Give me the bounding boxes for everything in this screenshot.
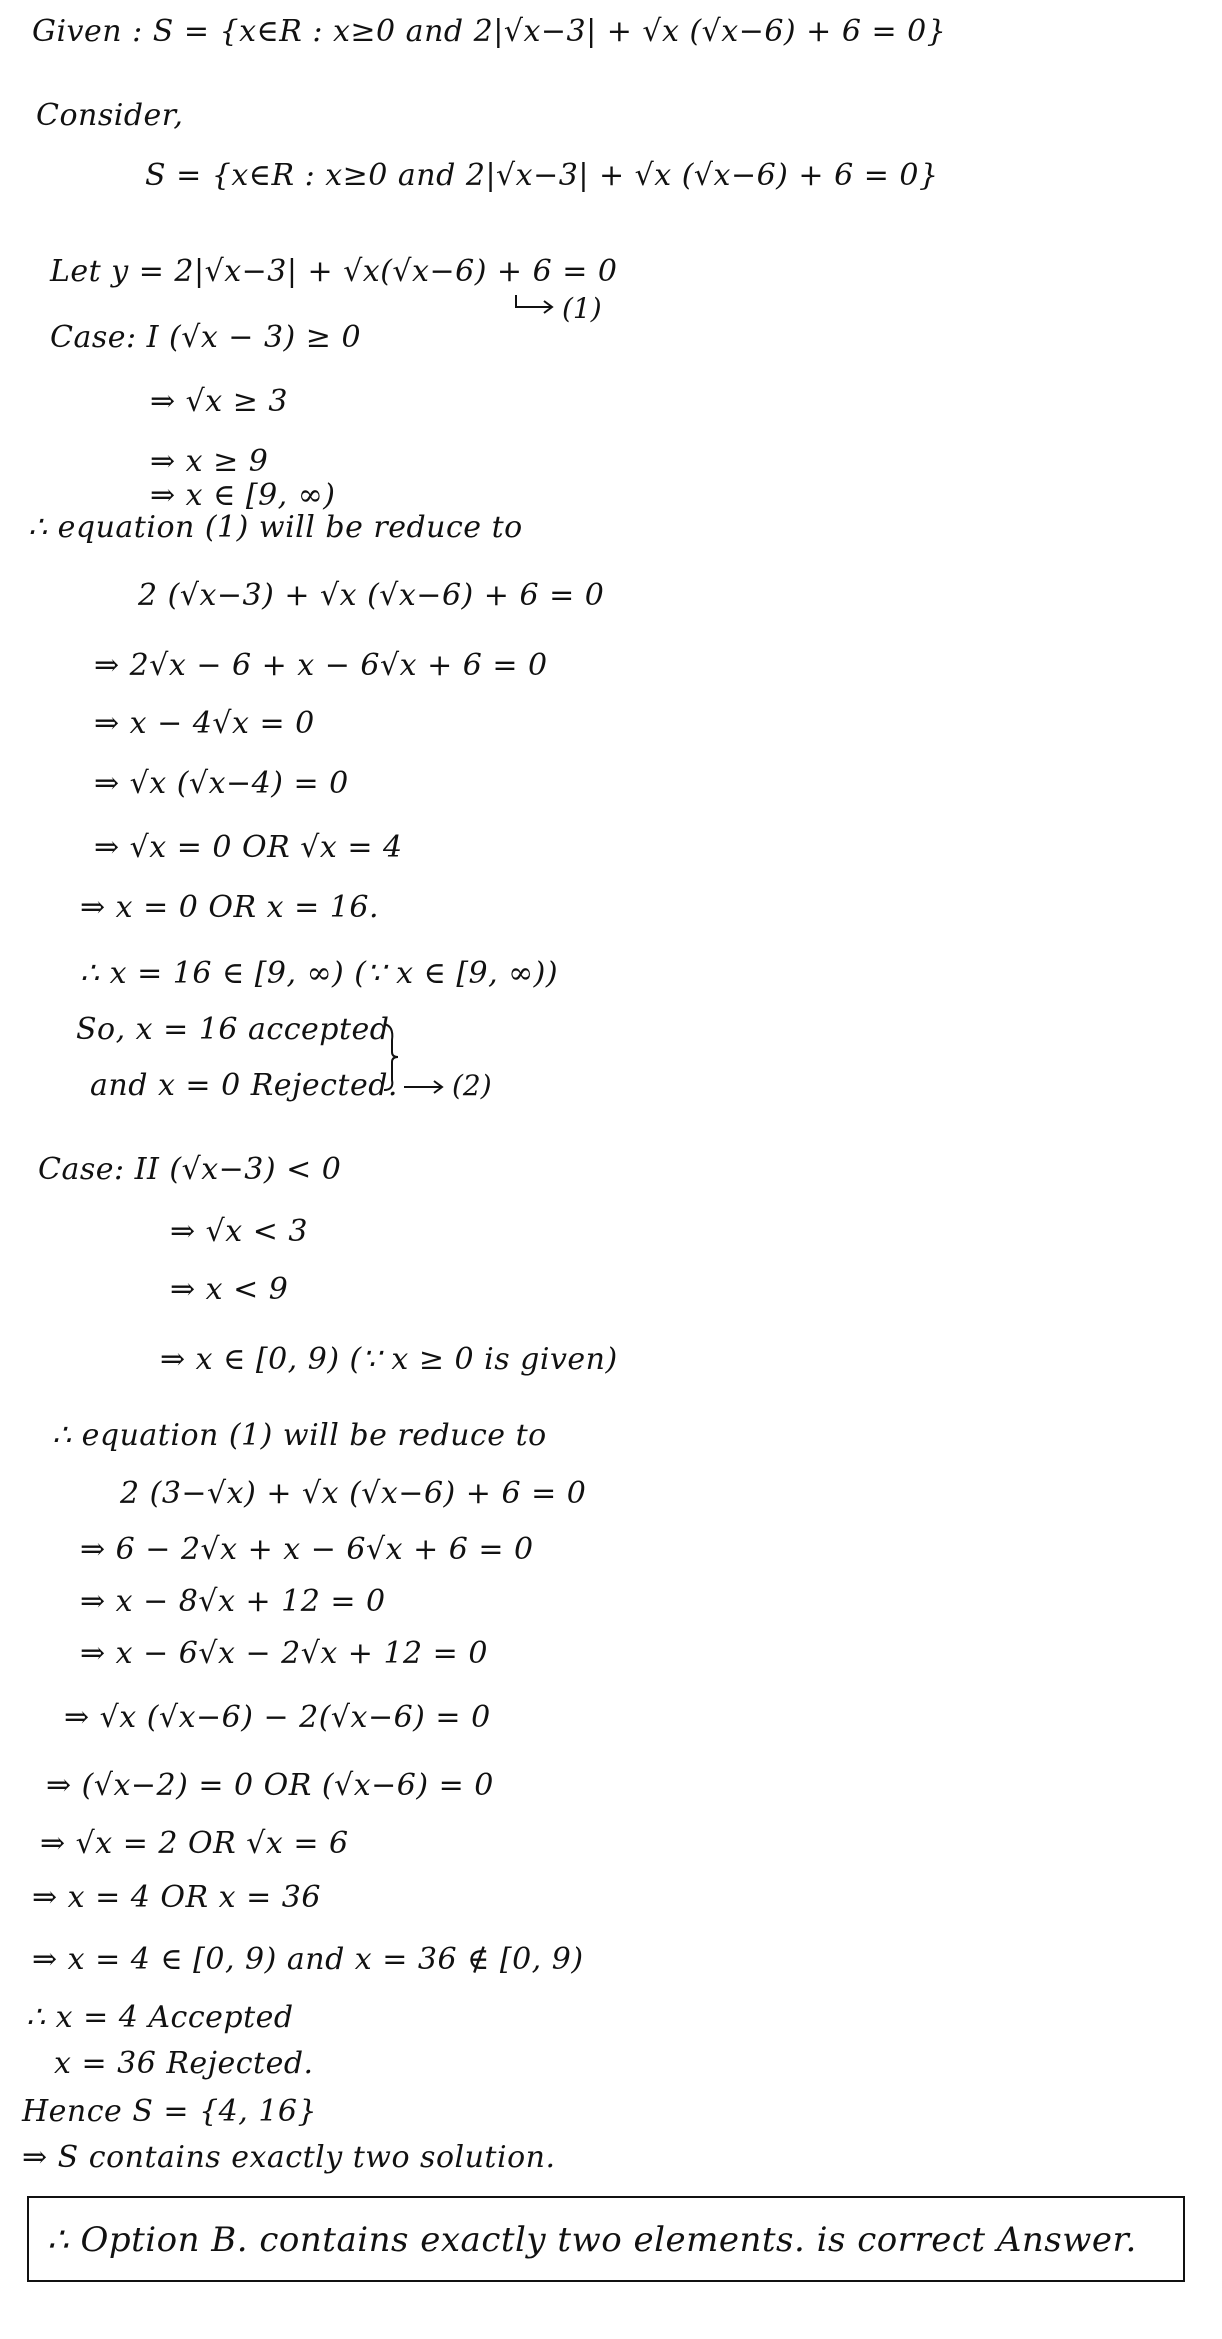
case-1-step-5: ⇒ x − 4√x = 0 <box>94 706 315 741</box>
case-1-step-2: ⇒ x ≥ 9 <box>150 444 269 479</box>
let-equation: Let y = 2|√x−3| + √x(√x−6) + 6 = 0 <box>50 254 618 289</box>
case-2-equation: 2 (3−√x) + √x (√x−6) + 6 = 0 <box>120 1476 587 1511</box>
case-2-step-6: ⇒ x − 6√x − 2√x + 12 = 0 <box>80 1636 488 1671</box>
case-2-step-1: ⇒ √x < 3 <box>170 1214 309 1249</box>
case-2-step-2: ⇒ x < 9 <box>170 1272 289 1307</box>
case-2-step-4: ⇒ 6 − 2√x + x − 6√x + 6 = 0 <box>80 1532 534 1567</box>
final-statement: ⇒ S contains exactly two solution. <box>22 2140 556 2175</box>
case-1-heading: Case: I (√x − 3) ≥ 0 <box>50 320 362 355</box>
case-1-step-7: ⇒ √x = 0 OR √x = 4 <box>94 830 403 865</box>
set-definition: S = {x∈R : x≥0 and 2|√x−3| + √x (√x−6) + 6 = 0} <box>145 158 939 193</box>
case-1-step-6: ⇒ √x (√x−4) = 0 <box>94 766 349 801</box>
case-1-step-1: ⇒ √x ≥ 3 <box>150 384 289 419</box>
equation-label-2: (2) <box>452 1069 492 1102</box>
given-line: Given : S = {x∈R : x≥0 and 2|√x−3| + √x (√x−6) + 6 = 0} <box>32 14 947 49</box>
consider-label: Consider, <box>36 98 184 133</box>
arrow-icon <box>402 1074 448 1100</box>
case-1-reduce-label: ∴ equation (1) will be reduce to <box>28 510 523 545</box>
case-1-conclusion: ∴ x = 16 ∈ [9, ∞) (∵ x ∈ [9, ∞)) <box>80 956 559 991</box>
case-1-accepted: So, x = 16 accepted <box>76 1012 390 1047</box>
case-2-reduce-label: ∴ equation (1) will be reduce to <box>52 1418 547 1453</box>
hence-result: Hence S = {4, 16} <box>22 2094 318 2129</box>
case-2-heading: Case: II (√x−3) < 0 <box>38 1152 342 1187</box>
case-2-step-8: ⇒ (√x−2) = 0 OR (√x−6) = 0 <box>46 1768 494 1803</box>
case-1-step-4: ⇒ 2√x − 6 + x − 6√x + 6 = 0 <box>94 648 548 683</box>
case-2-rejected: x = 36 Rejected. <box>54 2046 314 2081</box>
case-2-step-11: ⇒ x = 4 ∈ [0, 9) and x = 36 ∉ [0, 9) <box>32 1942 584 1977</box>
case-1-equation: 2 (√x−3) + √x (√x−6) + 6 = 0 <box>138 578 605 613</box>
answer-text: ∴ Option B. contains exactly two elements. is correct Answer. <box>47 2220 1137 2260</box>
equation-label-1: (1) <box>562 292 602 325</box>
answer-box <box>27 2196 1185 2282</box>
case-1-rejected: and x = 0 Rejected. <box>90 1068 398 1103</box>
case-2-step-7: ⇒ √x (√x−6) − 2(√x−6) = 0 <box>64 1700 491 1735</box>
case-1-step-8: ⇒ x = 0 OR x = 16. <box>80 890 379 925</box>
case-2-step-9: ⇒ √x = 2 OR √x = 6 <box>40 1826 349 1861</box>
brace-icon <box>380 1022 400 1092</box>
case-2-accepted: ∴ x = 4 Accepted <box>26 2000 294 2035</box>
case-2-step-5: ⇒ x − 8√x + 12 = 0 <box>80 1584 386 1619</box>
arrow-icon <box>512 293 558 319</box>
case-1-step-3: ⇒ x ∈ [9, ∞) <box>150 478 336 513</box>
case-2-step-10: ⇒ x = 4 OR x = 36 <box>32 1880 321 1915</box>
case-2-step-3: ⇒ x ∈ [0, 9) (∵ x ≥ 0 is given) <box>160 1342 618 1377</box>
